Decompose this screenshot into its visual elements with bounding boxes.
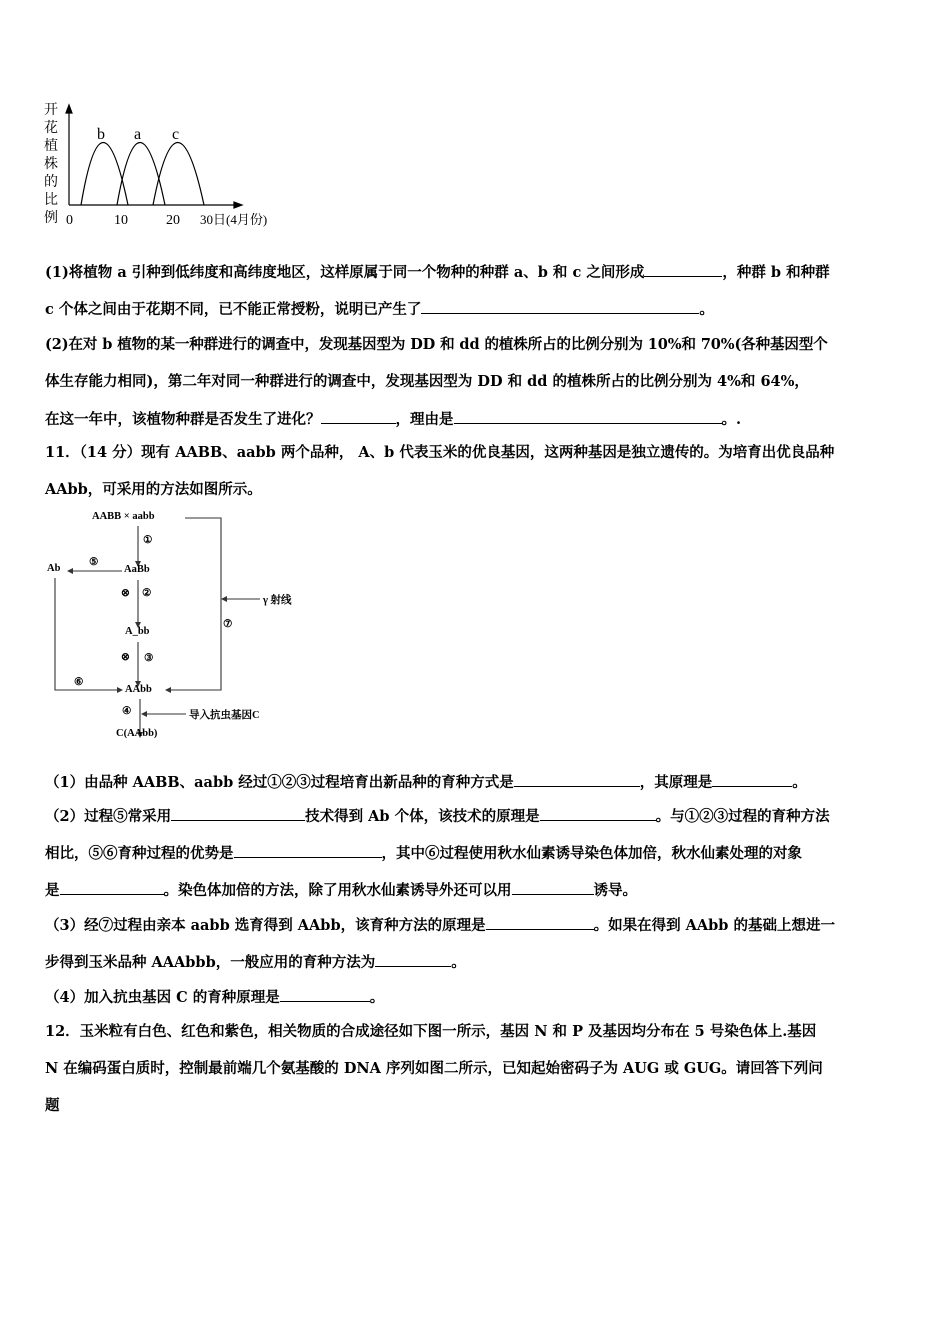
q11-sub2-line1	[45, 806, 907, 827]
text: 。	[369, 989, 385, 1006]
curve-label-a: a	[134, 126, 142, 143]
node-ab: Ab	[47, 563, 61, 574]
gene-c-label: 导入抗虫基因C	[189, 710, 260, 721]
selfing-icon: ⊗	[121, 652, 130, 663]
step-7: ⑦	[223, 619, 233, 630]
text: 。染色体加倍的方法，除了用秋水仙素诱导外还可以用	[163, 882, 512, 899]
answer-blank[interactable]	[486, 915, 594, 930]
x-tick: 30日(4月份)	[200, 212, 268, 227]
answer-blank[interactable]	[540, 806, 656, 821]
x-tick: 10	[114, 213, 128, 228]
q12-line2: N 在编码蛋白质时，控制最前端几个氨基酸的 DNA 序列如图二所示，已知起始密码子为 AUG 或 GUG。请回答下列问	[45, 1060, 823, 1077]
q11-intro-line1: 11．（14 分）现有 AABB、aabb 两个品种， A、b 代表玉米的优良基因，这两种基因是独立遗传的。为培育出优良品种	[45, 444, 835, 461]
answer-blank[interactable]	[234, 843, 382, 858]
answer-blank[interactable]	[712, 772, 792, 787]
q11-sub4	[45, 987, 907, 1008]
q10-part2-line2: 体生存能力相同)，第二年对同一种群进行的调查中，发现基因型为 DD 和 dd 的植株所占的比例分别为 4%和 64%，	[45, 373, 809, 390]
text: 。	[792, 774, 807, 791]
ylabel-char: 的	[44, 175, 58, 190]
curve-label-b: b	[97, 126, 105, 143]
ylabel-char: 花	[44, 121, 58, 136]
text: 步得到玉米品种 AAAbbb，一般应用的育种方法为	[45, 954, 376, 971]
text: ，种群 b 和种群	[722, 264, 830, 281]
ylabel-char: 开	[44, 103, 58, 118]
step-3: ③	[144, 653, 154, 664]
step-6: ⑥	[74, 677, 84, 688]
node-c-aabb: C(AAbb)	[116, 728, 158, 739]
text: 。	[699, 301, 714, 318]
curve-label-c: c	[172, 126, 180, 143]
q11-sub2-line3	[45, 880, 907, 901]
q11-sub1	[45, 772, 907, 793]
text: 。.	[721, 411, 742, 428]
text: （1）由品种 AABB、aabb 经过①②③过程培育出新品种的育种方式是	[45, 774, 514, 791]
step-2: ②	[142, 588, 152, 599]
text: 。与①②③过程的育种方法	[655, 808, 830, 825]
text: 。	[451, 954, 466, 971]
text: （3）经⑦过程由亲本 aabb 选育得到 AAbb，该育种方法的原理是	[45, 917, 486, 934]
text: 。如果在得到 AAbb 的基础上想进一	[593, 917, 835, 934]
answer-blank[interactable]	[60, 880, 164, 895]
answer-blank[interactable]	[171, 806, 305, 821]
text: ，理由是	[395, 411, 454, 428]
q11-sub3-line2	[45, 952, 907, 973]
step-4: ④	[122, 706, 132, 717]
text: 是	[45, 882, 60, 899]
q11-sub2-line2	[45, 843, 907, 864]
x-tick: 20	[166, 213, 180, 228]
answer-blank[interactable]	[375, 952, 451, 967]
gamma-ray-label: γ 射线	[263, 595, 292, 606]
text: c 个体之间由于花期不同，已不能正常授粉，说明已产生了	[45, 301, 422, 318]
q10-part2-line1: (2)在对 b 植物的某一种群进行的调查中，发现基因型为 DD 和 dd 的植株所占的比例分别为 10%和 70%(各种基因型个	[45, 336, 828, 353]
answer-blank[interactable]	[280, 987, 370, 1002]
text: 技术得到 Ab 个体，该技术的原理是	[305, 808, 540, 825]
selfing-icon: ⊗	[121, 588, 130, 599]
ylabel-char: 比	[44, 193, 58, 208]
node-aabb-f1: AaBb	[124, 564, 150, 575]
text: 诱导。	[593, 882, 637, 899]
q11-sub3-line1	[45, 915, 907, 936]
node-aabb-target: AAbb	[125, 684, 152, 695]
node-a-bb: A_bb	[125, 626, 150, 637]
text: （2）过程⑤常采用	[45, 808, 172, 825]
text: ，其原理是	[639, 774, 713, 791]
step-1: ①	[143, 535, 153, 546]
text: 相比，⑤⑥育种过程的优势是	[45, 845, 234, 862]
text: (1)将植物 a 引种到低纬度和高纬度地区，这样原属于同一个物种的种群 a、b 和 c 之间形成	[45, 264, 645, 281]
ylabel-char: 植	[44, 139, 58, 154]
text: 在这一年中，该植物种群是否发生了进化？	[45, 411, 321, 428]
text: ，其中⑥过程使用秋水仙素诱导染色体加倍，秋水仙素处理的对象	[381, 845, 802, 862]
text: （4）加入抗虫基因 C 的育种原理是	[45, 989, 280, 1006]
ylabel-char: 株	[44, 157, 58, 172]
q12-line1: 12．玉米粒有白色、红色和紫色，相关物质的合成途径如下图一所示，基因 N 和 P 及基因均分布在 5 号染色体上.基因	[45, 1023, 817, 1040]
q12-line3: 题	[45, 1097, 60, 1114]
answer-blank[interactable]	[514, 772, 640, 787]
q11-intro-line2: AAbb，可采用的方法如图所示。	[45, 481, 262, 498]
x-tick: 0	[66, 213, 73, 228]
ylabel-char: 例	[44, 211, 58, 226]
step-5: ⑤	[89, 557, 99, 568]
answer-blank[interactable]	[512, 880, 594, 895]
node-parents: AABB × aabb	[92, 511, 155, 522]
